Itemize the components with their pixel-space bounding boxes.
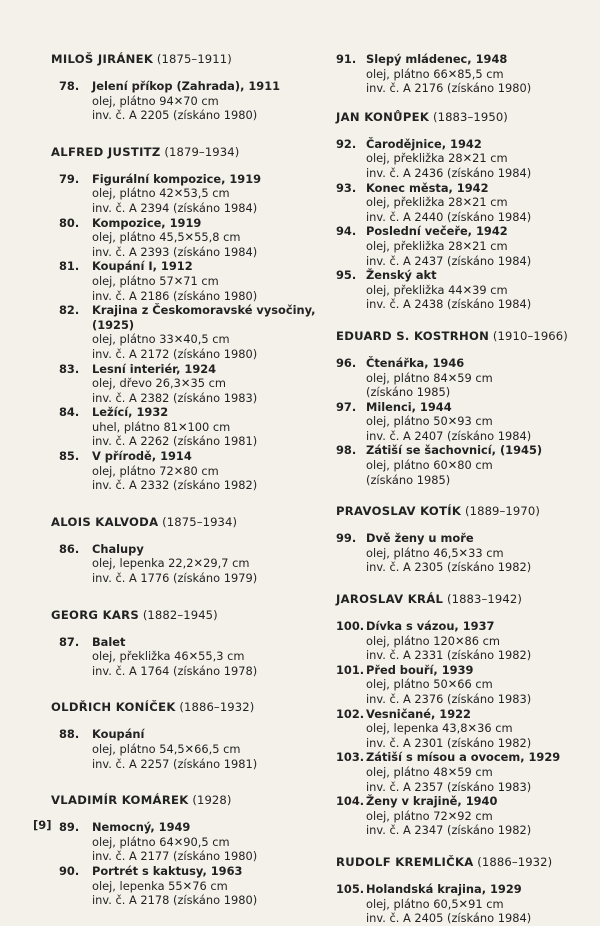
entry-number: 103.: [336, 750, 365, 765]
entry-inventory: inv. č. A 2176 (získáno 1980): [366, 81, 532, 96]
entry-number: 84.: [59, 405, 80, 420]
entry-medium: olej, překližka 46✕55,3 cm: [92, 649, 245, 664]
entry-number: 98.: [336, 443, 357, 458]
entry-inventory: inv. č. A 2436 (získáno 1984): [366, 165, 532, 180]
entry-inventory: inv. č. A 2347 (získáno 1982): [366, 823, 532, 838]
entry-medium: olej, plátno 57✕71 cm: [92, 273, 219, 288]
entry-medium: olej, lepenka 22,2✕29,7 cm: [92, 556, 250, 571]
artist-name: MILOŠ JIRÁNEK: [51, 52, 154, 66]
entry-title: Kompozice, 1919: [92, 215, 202, 230]
catalogue-entry: [336, 400, 586, 444]
entry-number: 87.: [59, 634, 80, 649]
entry-title: Holandská krajina, 1929: [366, 881, 522, 896]
catalogue-entry: [336, 443, 586, 487]
entry-inventory: inv. č. A 2438 (získáno 1984): [366, 297, 532, 312]
entry-inventory: inv. č. A 1764 (získáno 1978): [92, 663, 258, 678]
catalogue-entry: [336, 663, 586, 707]
artist-heading: [51, 700, 321, 715]
entry-medium: olej, plátno 120✕86 cm: [366, 633, 500, 648]
entry-title: Před bouří, 1939: [366, 662, 474, 677]
entry-inventory: inv. č. A 2178 (získáno 1980): [92, 893, 258, 908]
entry-title: Figurální kompozice, 1919: [92, 171, 262, 186]
catalogue-entry: [51, 864, 321, 908]
entry-inventory: inv. č. A 2357 (získáno 1983): [366, 779, 532, 794]
artist-dates: (1928): [192, 793, 232, 808]
artist-section: [51, 793, 321, 908]
right-column: [336, 52, 586, 926]
artist-section: [336, 52, 586, 96]
entry-title: Koupání: [92, 727, 145, 742]
entry-inventory: inv. č. A 2186 (získáno 1980): [92, 288, 258, 303]
entry-inventory: inv. č. A 2393 (získáno 1984): [92, 244, 258, 259]
entry-medium: olej, plátno 64✕90,5 cm: [92, 834, 230, 849]
artist-section: [336, 329, 586, 487]
entry-title: Koupání I, 1912: [92, 259, 193, 274]
entry-number: 89.: [59, 820, 80, 835]
entry-medium: olej, plátno 50✕66 cm: [366, 677, 493, 692]
entry-medium: olej, plátno 45,5✕55,8 cm: [92, 230, 241, 245]
entry-title: V přírodě, 1914: [92, 449, 192, 464]
entry-title: Dívka s vázou, 1937: [366, 619, 495, 634]
artist-name: GEORG KARS: [51, 607, 140, 622]
entry-inventory: inv. č. A 2394 (získáno 1984): [92, 200, 258, 215]
entry-inventory: inv. č. A 2301 (získáno 1982): [366, 735, 532, 750]
entry-title: Nemocný, 1949: [92, 820, 191, 835]
artist-heading: [51, 52, 321, 67]
artist-dates: (1883–1942): [446, 592, 522, 607]
entry-medium: olej, plátno 66✕85,5 cm: [366, 66, 504, 81]
entry-number: 81.: [59, 259, 80, 274]
entry-medium: olej, plátno 72✕92 cm: [366, 808, 493, 823]
entry-medium: olej, překližka 28✕21 cm: [366, 238, 508, 253]
catalogue-entry: [51, 449, 321, 493]
entry-medium: olej, plátno 33✕40,5 cm: [92, 332, 230, 347]
entry-inventory: inv. č. A 2440 (získáno 1984): [366, 209, 532, 224]
entry-inventory: inv. č. A 2331 (získáno 1982): [366, 648, 532, 663]
entry-number: 99.: [336, 531, 357, 546]
entry-title: Poslední večeře, 1942: [366, 224, 508, 239]
artist-heading: [51, 145, 321, 160]
entry-number: 101.: [336, 662, 365, 677]
entry-inventory: inv. č. A 2177 (získáno 1980): [92, 849, 258, 864]
entry-medium: olej, plátno 48✕59 cm: [366, 764, 493, 779]
entry-title: Ležící, 1932: [92, 405, 169, 420]
catalogue-entry: [336, 356, 586, 400]
entry-medium: olej, plátno 54,5✕66,5 cm: [92, 742, 241, 756]
entry-number: 78.: [59, 79, 80, 93]
entry-title: Chalupy: [92, 541, 144, 556]
entry-number: 80.: [59, 215, 80, 230]
entry-inventory: inv. č. A 2437 (získáno 1984): [366, 253, 532, 268]
artist-heading: [336, 329, 586, 344]
entry-inventory: inv. č. A 2305 (získáno 1982): [366, 560, 532, 575]
entry-title: Milenci, 1944: [366, 399, 452, 414]
catalogue-entry: [51, 362, 321, 406]
entry-medium: olej, plátno 60✕80 cm: [366, 458, 493, 473]
catalogue-entry: [51, 635, 321, 679]
artist-section: [51, 608, 321, 679]
artist-dates: (1886–1932): [477, 854, 553, 869]
entry-title: Lesní interiér, 1924: [92, 361, 217, 376]
catalogue-entry: [336, 137, 586, 181]
artist-heading: [51, 608, 321, 623]
artist-name: ALFRED JUSTITZ: [51, 144, 161, 159]
entry-number: 93.: [336, 180, 357, 195]
entry-medium: olej, lepenka 43,8✕36 cm: [366, 721, 513, 736]
artist-section: [336, 110, 586, 312]
catalogue-entry: [51, 820, 321, 864]
page-number: [9]: [33, 818, 52, 832]
artist-section: [336, 592, 586, 838]
artist-heading: [336, 110, 586, 125]
entry-number: 96.: [336, 355, 357, 370]
catalogue-entry: [336, 224, 586, 268]
catalogue-entry: [51, 727, 321, 771]
entry-number: 102.: [336, 706, 365, 721]
artist-heading: [336, 855, 586, 870]
catalogue-entry: [51, 259, 321, 303]
entry-title: Čarodějnice, 1942: [366, 136, 482, 151]
entry-medium: olej, plátno 50✕93 cm: [366, 414, 493, 429]
artist-dates: (1910–1966): [492, 328, 568, 343]
entry-title: Dvě ženy u moře: [366, 531, 474, 546]
catalogue-entry: [51, 216, 321, 260]
artist-heading: [336, 504, 586, 519]
artist-name: ALOIS KALVODA: [51, 514, 159, 529]
catalogue-entry: [336, 750, 586, 794]
left-column: [51, 52, 321, 908]
entry-title: Balet: [92, 634, 126, 649]
entry-number: 95.: [336, 268, 357, 283]
entry-inventory: inv. č. A 2405 (získáno 1984): [366, 911, 532, 926]
artist-dates: (1875–1934): [162, 514, 238, 529]
artist-name: JAN KONŮPEK: [336, 109, 430, 124]
entry-title: Ženy v krajině, 1940: [366, 794, 498, 809]
entry-inventory: inv. č. A 2382 (získáno 1983): [92, 390, 258, 405]
artist-dates: (1883–1950): [432, 109, 508, 124]
catalogue-entry: [51, 405, 321, 449]
entry-medium: olej, plátno 94✕70 cm: [92, 93, 219, 108]
catalogue-entry: [51, 79, 321, 123]
entry-inventory: (získáno 1985): [366, 472, 451, 487]
entry-title: Slepý mládenec, 1948: [366, 52, 508, 66]
entry-inventory: inv. č. A 2376 (získáno 1983): [366, 692, 532, 706]
entry-medium: uhel, plátno 81✕100 cm: [92, 419, 231, 434]
entry-medium: olej, překližka 28✕21 cm: [366, 195, 508, 210]
entry-inventory: inv. č. A 1776 (získáno 1979): [92, 571, 258, 586]
catalogue-entry: [51, 172, 321, 216]
artist-section: [336, 504, 586, 575]
catalogue-entry: [336, 181, 586, 225]
entry-number: 90.: [59, 863, 80, 878]
entry-medium: olej, plátno 46,5✕33 cm: [366, 545, 504, 560]
artist-heading: [51, 793, 321, 808]
entry-title: Zátiší se šachovnicí, (1945): [366, 443, 543, 458]
entry-number: 94.: [336, 224, 357, 239]
entry-medium: olej, dřevo 26,3✕35 cm: [92, 376, 226, 391]
entry-number: 105.: [336, 881, 365, 896]
artist-section: [51, 700, 321, 771]
entry-number: 86.: [59, 541, 80, 556]
entry-number: 92.: [336, 136, 357, 151]
artist-name: JAROSLAV KRÁL: [336, 592, 444, 607]
entry-inventory: inv. č. A 2407 (získáno 1984): [366, 428, 532, 443]
artist-dates: (1889–1970): [465, 504, 540, 519]
entry-number: 79.: [59, 171, 80, 186]
artist-heading: [51, 515, 321, 530]
entry-number: 85.: [59, 449, 80, 464]
entry-title: Vesničané, 1922: [366, 706, 471, 721]
artist-dates: (1886–1932): [179, 700, 255, 715]
catalogue-entry: [336, 52, 586, 96]
entry-inventory: inv. č. A 2205 (získáno 1980): [92, 108, 258, 123]
artist-name: OLDŘICH KONÍČEK: [51, 700, 176, 715]
catalogue-entry: [336, 882, 586, 926]
entry-title: Portrét s kaktusy, 1963: [92, 863, 243, 878]
entry-number: 97.: [336, 399, 357, 414]
entry-title-continued: (1925): [92, 317, 135, 332]
catalogue-entry: [336, 619, 586, 663]
artist-dates: (1882–1945): [142, 607, 218, 622]
entry-title: Jelení příkop (Zahrada), 1911: [92, 79, 281, 93]
entry-title: Konec města, 1942: [366, 180, 489, 195]
catalogue-entry: [336, 707, 586, 751]
entry-inventory: inv. č. A 2172 (získáno 1980): [92, 346, 258, 361]
entry-title: Zátiší s mísou a ovocem, 1929: [366, 750, 561, 765]
entry-medium: olej, plátno 60,5✕91 cm: [366, 896, 504, 911]
artist-name: EDUARD S. KOSTRHON: [336, 328, 490, 343]
entry-medium: olej, lepenka 55✕76 cm: [92, 878, 228, 893]
entry-medium: olej, plátno 84✕59 cm: [366, 370, 493, 385]
artist-section: [51, 145, 321, 493]
entry-medium: olej, překližka 44✕39 cm: [366, 282, 508, 297]
entry-inventory: (získáno 1985): [366, 385, 451, 400]
entry-number: 91.: [336, 52, 357, 66]
catalogue-entry: [51, 303, 321, 361]
catalogue-entry: [336, 531, 586, 575]
artist-section: [51, 52, 321, 123]
entry-inventory: inv. č. A 2332 (získáno 1982): [92, 478, 258, 493]
artist-section: [51, 515, 321, 586]
artist-name: PRAVOSLAV KOTÍK: [336, 504, 462, 519]
entry-title: Čtenářka, 1946: [366, 355, 465, 370]
catalogue-entry: [336, 794, 586, 838]
entry-medium: olej, překližka 28✕21 cm: [366, 151, 508, 166]
artist-dates: (1875–1911): [156, 52, 232, 66]
catalogue-entry: [336, 268, 586, 312]
entry-inventory: inv. č. A 2257 (získáno 1981): [92, 756, 258, 771]
entry-number: 100.: [336, 619, 365, 634]
entry-number: 88.: [59, 727, 80, 742]
entry-title: Ženský akt: [366, 268, 437, 283]
entry-title: Krajina z Českomoravské vysočiny,: [92, 303, 316, 318]
entry-number: 104.: [336, 794, 365, 809]
artist-name: RUDOLF KREMLIČKA: [336, 854, 474, 869]
entry-medium: olej, plátno 42✕53,5 cm: [92, 186, 230, 201]
entry-medium: olej, plátno 72✕80 cm: [92, 463, 219, 478]
entry-number: 82.: [59, 303, 80, 318]
entry-inventory: inv. č. A 2262 (získáno 1981): [92, 434, 258, 449]
catalogue-entry: [51, 542, 321, 586]
entry-number: 83.: [59, 361, 80, 376]
artist-heading: [336, 592, 586, 607]
artist-dates: (1879–1934): [164, 144, 240, 159]
artist-section: [336, 855, 586, 926]
artist-name: VLADIMÍR KOMÁREK: [51, 793, 189, 808]
